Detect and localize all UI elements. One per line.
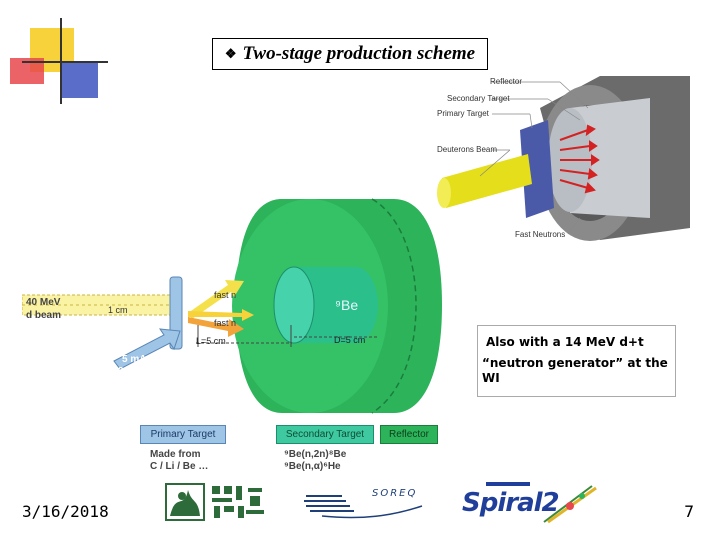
gap-label: 1 cm — [108, 305, 128, 315]
label-primary-target: Primary Target — [437, 109, 489, 118]
soreq-logo — [302, 486, 432, 522]
fast-n-bottom-label: fast n — [214, 318, 237, 328]
institution-logo-left — [164, 482, 268, 522]
note-line2: “neutron generator” at the — [482, 356, 668, 370]
reaction-line1: ⁹Be(n,2n)⁸Be — [284, 449, 347, 460]
slide-title-text: Two-stage production scheme — [242, 43, 476, 64]
cross-section-diagram — [22, 185, 442, 445]
institution-emblem-icon — [164, 482, 268, 522]
note-line3: WI — [482, 371, 500, 385]
legend-primary-target-text: Primary Target — [150, 429, 216, 440]
spiral2-text: Spiral2 — [462, 488, 559, 518]
diamond-bullet-icon: ❖ — [224, 46, 237, 61]
note-line1: Also with a 14 MeV d+t — [486, 335, 644, 349]
be-label: ⁹Be — [335, 297, 359, 313]
legend-primary-target — [140, 425, 226, 444]
slide-date: 3/16/2018 — [22, 502, 109, 521]
corner-decoration — [0, 0, 120, 110]
spiral2-logo — [460, 478, 600, 526]
soreq-text: SOREQ — [372, 488, 418, 499]
fast-n-top-label: fast n — [214, 290, 237, 300]
legend-reflector — [380, 425, 438, 444]
beam-label-line2: d beam — [26, 310, 62, 321]
length-label: L=5 cm — [196, 336, 226, 346]
label-secondary-target: Secondary Target — [447, 94, 510, 103]
label-reflector: Reflector — [490, 77, 523, 86]
note-box — [477, 325, 676, 397]
reaction-line2: ⁹Be(n,α)⁶He — [284, 461, 341, 472]
label-deuterons-beam: Deuterons Beam — [437, 145, 498, 154]
slide-title — [212, 38, 488, 70]
deuterons-beam-body — [442, 154, 532, 208]
current-label-line2: 200 kW — [118, 366, 153, 377]
made-from-line2: C / Li / Be … — [150, 461, 209, 472]
diameter-label: D=5 cm — [334, 335, 366, 345]
legend-reflector-text: Reflector — [388, 429, 429, 440]
made-from-line1: Made from — [150, 449, 201, 460]
deco-horizontal-line — [22, 61, 108, 63]
beam-label-line1: 40 MeV — [26, 297, 61, 308]
legend-secondary-target — [276, 425, 374, 444]
current-label-line1: 5 mA — [122, 354, 147, 365]
deco-blue-square — [62, 62, 98, 98]
page-number: 7 — [684, 502, 695, 521]
label-fast-neutrons: Fast Neutrons — [515, 230, 566, 239]
legend-secondary-target-text: Secondary Target — [285, 429, 365, 440]
